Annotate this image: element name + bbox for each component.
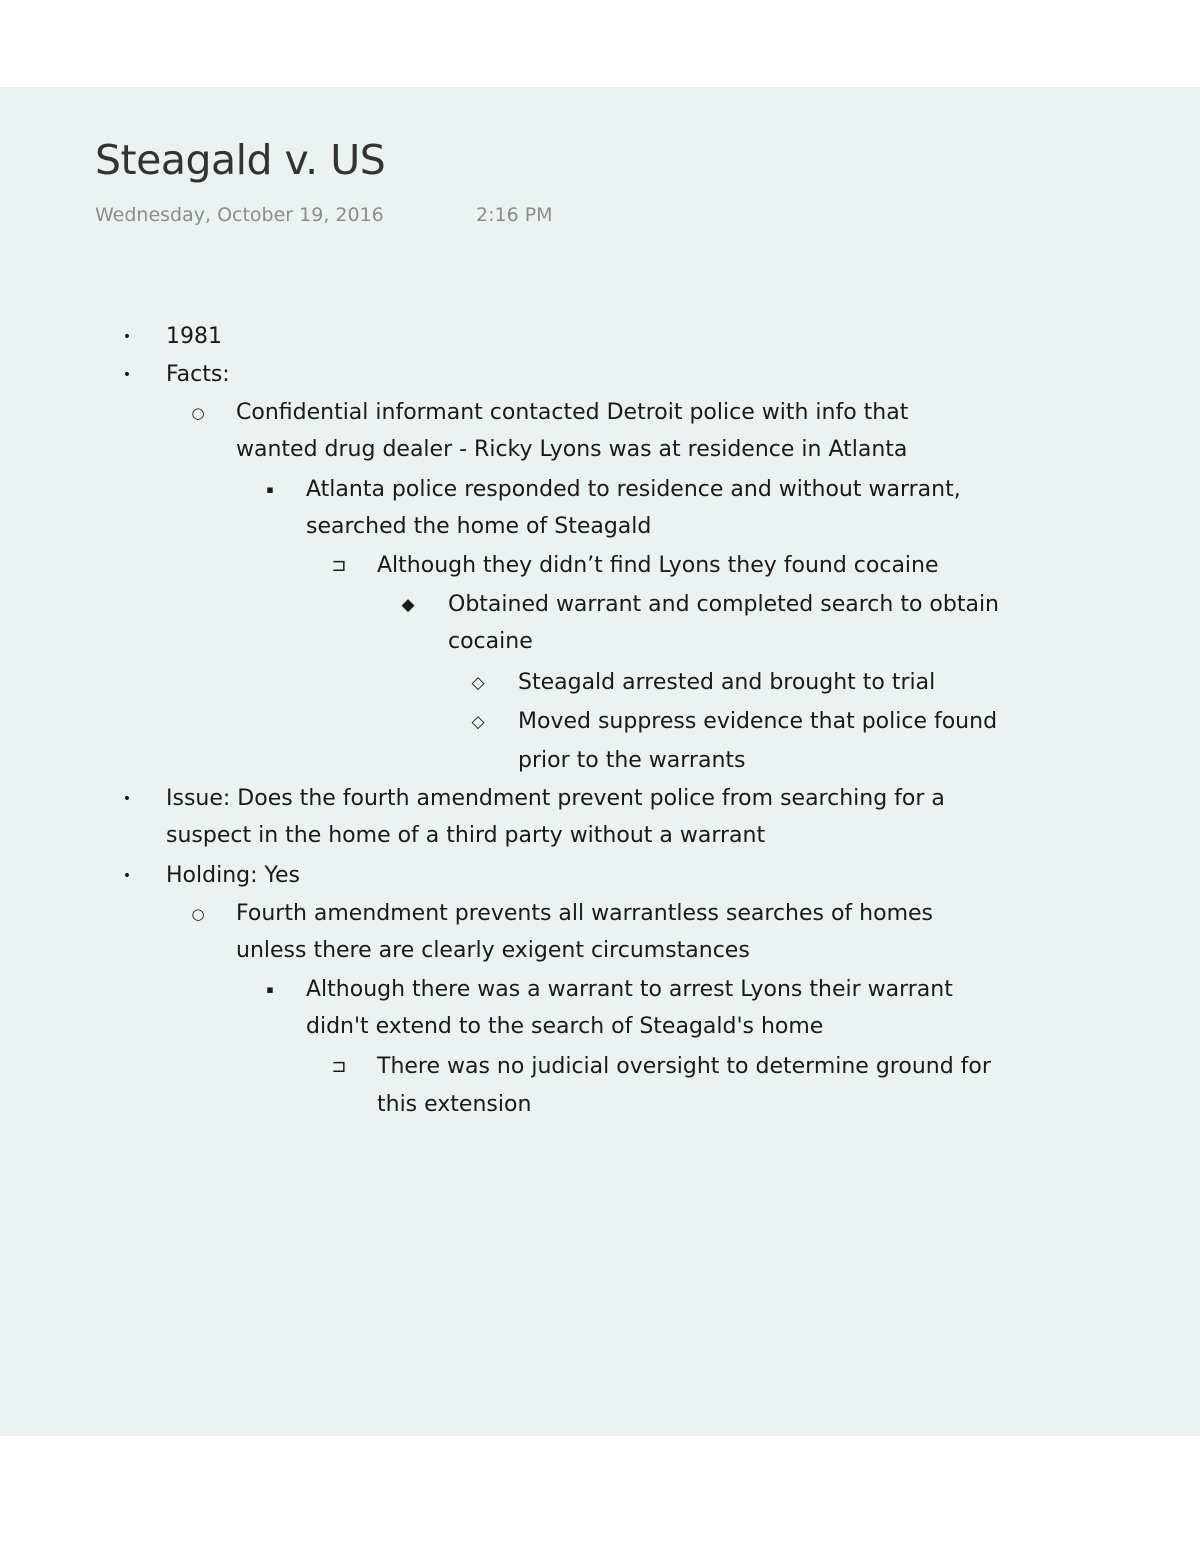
outline-item-found-cocaine[interactable]: Although they didn’t find Lyons they found cocaine	[377, 553, 939, 578]
bullet-box-icon: ⊐	[331, 555, 347, 576]
bullet-diamond-open-icon: ◇	[471, 673, 485, 693]
outline-item-year[interactable]: 1981	[166, 324, 222, 349]
bullet-disc-icon: •	[122, 367, 132, 383]
outline-item-atlanta-police[interactable]: Atlanta police responded to residence and without warrant,	[306, 477, 961, 502]
bullet-diamond-filled-icon: ◆	[401, 595, 415, 615]
outline-item-informant[interactable]: Confidential informant contacted Detroit police with info that	[236, 400, 909, 425]
outline-item-obtained-warrant[interactable]: Obtained warrant and completed search to obtain	[448, 592, 999, 617]
outline-item-arrest-warrant[interactable]: Although there was a warrant to arrest Lyons their warrant	[306, 977, 953, 1002]
outline-item-atlanta-police-cont[interactable]: searched the home of Steagald	[306, 514, 652, 539]
outline-item-judicial-oversight[interactable]: There was no judicial oversight to determine ground for	[377, 1054, 991, 1079]
page-title[interactable]: Steagald v. US	[95, 136, 386, 184]
outline-item-suppress[interactable]: Moved suppress evidence that police found	[518, 709, 998, 734]
bullet-square-icon: ▪	[266, 483, 274, 496]
outline-item-arrest-warrant-cont[interactable]: didn't extend to the search of Steagald's home	[306, 1014, 824, 1039]
outline-item-fourth-amendment[interactable]: Fourth amendment prevents all warrantless searches of homes	[236, 901, 933, 926]
outline-item-issue-cont[interactable]: suspect in the home of a third party without a warrant	[166, 823, 766, 848]
bullet-disc-icon: •	[122, 329, 132, 345]
note-date: Wednesday, October 19, 2016	[95, 204, 384, 226]
note-time: 2:16 PM	[476, 204, 553, 226]
bullet-diamond-open-icon: ◇	[471, 712, 485, 732]
outline-item-suppress-cont[interactable]: prior to the warrants	[518, 748, 746, 773]
outline-item-obtained-warrant-cont[interactable]: cocaine	[448, 629, 533, 654]
bullet-square-icon: ▪	[266, 983, 274, 996]
outline-item-fourth-amendment-cont[interactable]: unless there are clearly exigent circumstances	[236, 938, 750, 963]
outline-item-informant-cont[interactable]: wanted drug dealer - Ricky Lyons was at residence in Atlanta	[236, 437, 908, 462]
bullet-box-icon: ⊐	[331, 1056, 347, 1077]
bullet-circle-icon: ○	[191, 404, 205, 422]
outline-item-judicial-oversight-cont[interactable]: this extension	[377, 1092, 532, 1117]
outline-item-arrested[interactable]: Steagald arrested and brought to trial	[518, 670, 936, 695]
outline-item-holding[interactable]: Holding: Yes	[166, 863, 301, 888]
bullet-disc-icon: •	[122, 868, 132, 884]
outline-item-issue[interactable]: Issue: Does the fourth amendment prevent police from searching for a	[166, 786, 945, 811]
outline-item-facts[interactable]: Facts:	[166, 362, 230, 387]
bullet-disc-icon: •	[122, 791, 132, 807]
bullet-circle-icon: ○	[191, 905, 205, 923]
